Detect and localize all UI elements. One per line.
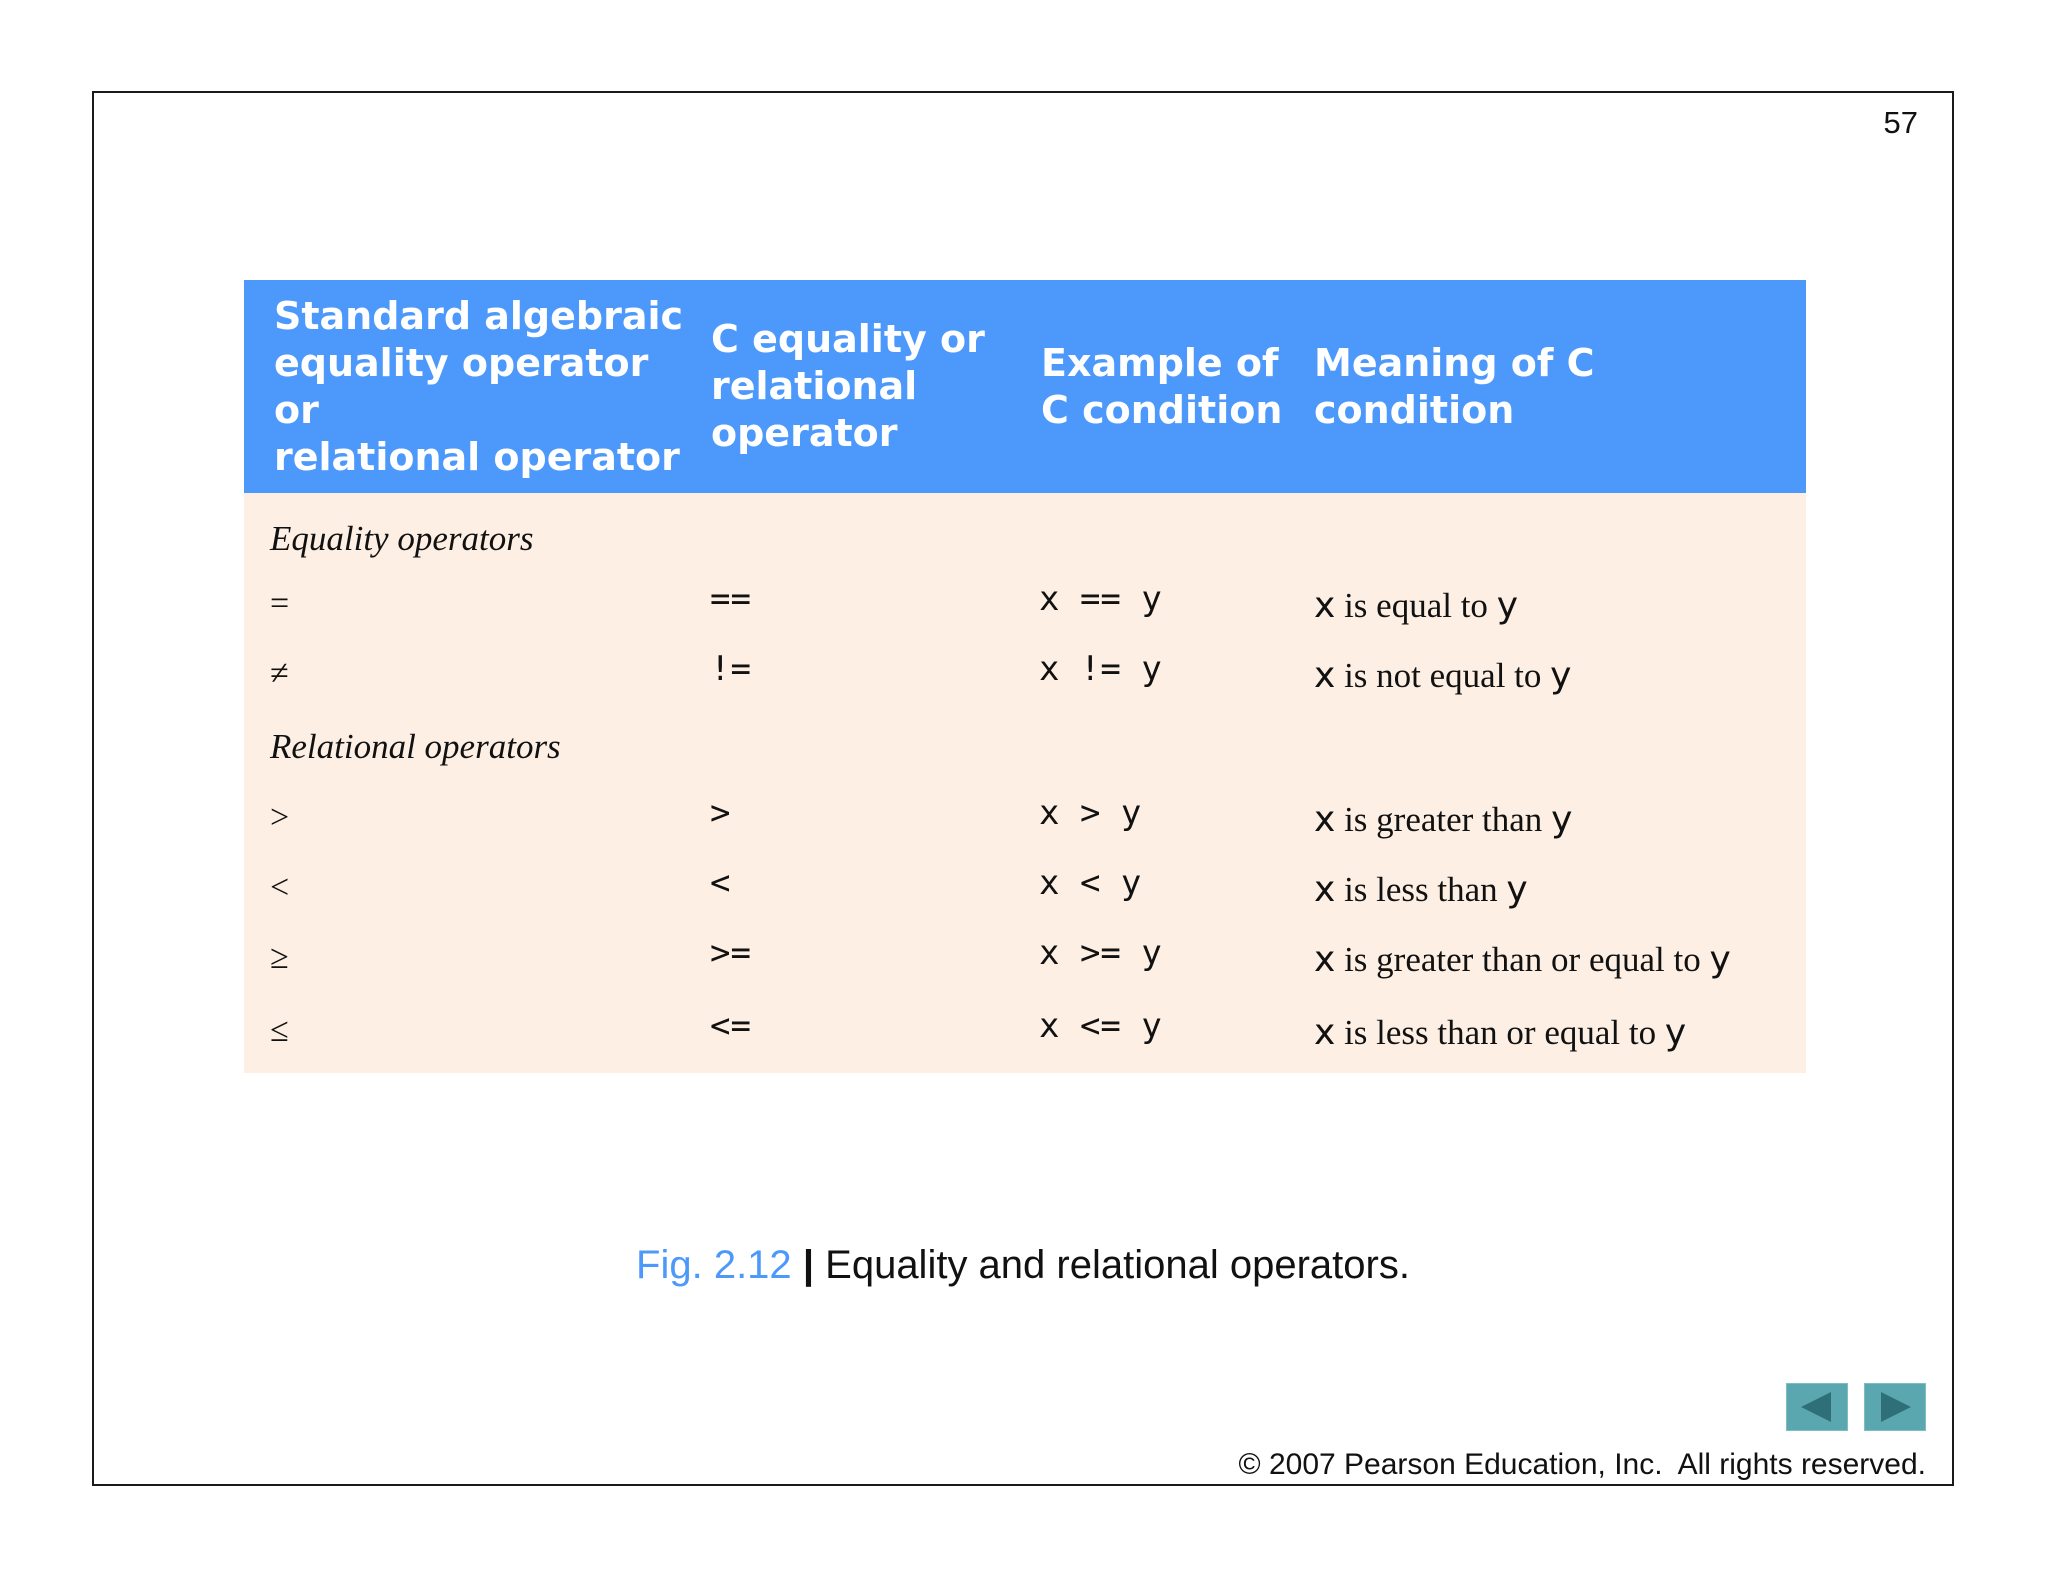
figure-caption: [94, 1243, 1952, 1288]
figure-number: Fig. 2.12: [636, 1243, 792, 1287]
caption-separator: |: [802, 1243, 815, 1287]
section-relational-label: Relational operators: [270, 727, 561, 766]
page-number: 57: [1883, 105, 1918, 140]
table-row: [244, 1006, 1806, 1072]
triangle-right-icon: [1865, 1384, 1925, 1430]
header-example: [1041, 280, 1301, 493]
meaning-text: is less than or equal to: [1335, 1013, 1665, 1052]
table-header: [244, 280, 1806, 493]
table-row: [244, 933, 1806, 999]
example-condition: x == y: [1039, 579, 1162, 619]
meaning: [1314, 799, 1572, 840]
meaning-text: is greater than: [1335, 800, 1552, 839]
algebraic-operator: ≤: [270, 1012, 289, 1049]
operators-table: [244, 280, 1806, 1073]
header-algebraic-label: Standard algebraic equality operator or relational operator: [274, 293, 684, 479]
algebraic-operator: <: [270, 869, 290, 906]
c-operator: !=: [710, 649, 751, 689]
section-equality-label: Equality operators: [270, 519, 534, 558]
meaning: [1314, 655, 1571, 696]
caption-text: Equality and relational operators.: [825, 1243, 1410, 1287]
header-c-operator: [711, 280, 1031, 493]
next-slide-button[interactable]: [1864, 1383, 1926, 1431]
header-meaning-label: Meaning of C condition: [1314, 340, 1595, 432]
header-example-label: Example of C condition: [1041, 340, 1283, 432]
c-operator: ==: [710, 579, 751, 619]
meaning-x: x: [1314, 585, 1336, 626]
meaning-x: x: [1314, 655, 1336, 696]
meaning-y: y: [1550, 655, 1572, 696]
c-operator: >=: [710, 933, 751, 973]
table-row: [244, 579, 1806, 645]
meaning-text: is equal to: [1335, 586, 1497, 625]
header-c-operator-label: C equality or relational operator: [711, 317, 985, 455]
header-meaning: [1314, 280, 1794, 493]
example-condition: x > y: [1039, 793, 1142, 833]
example-condition: x <= y: [1039, 1006, 1162, 1046]
meaning-x: x: [1314, 939, 1336, 980]
meaning-y: y: [1506, 869, 1528, 910]
algebraic-operator: >: [270, 799, 290, 836]
meaning: [1314, 585, 1518, 626]
meaning-y: y: [1551, 799, 1573, 840]
meaning-x: x: [1314, 1012, 1336, 1053]
meaning-text: is less than: [1335, 870, 1507, 909]
meaning-text: is greater than or equal to: [1335, 940, 1710, 979]
algebraic-operator: ≥: [270, 939, 289, 976]
meaning-text: is not equal to: [1335, 656, 1551, 695]
previous-slide-button[interactable]: [1786, 1383, 1848, 1431]
table-row: [244, 863, 1806, 929]
meaning-x: x: [1314, 869, 1336, 910]
example-condition: x < y: [1039, 863, 1142, 903]
copyright-notice: © 2007 Pearson Education, Inc. All rights reserved.: [1238, 1448, 1926, 1481]
c-operator: <: [710, 863, 731, 903]
meaning: [1314, 869, 1528, 910]
meaning: [1314, 1012, 1686, 1053]
header-algebraic: [274, 280, 694, 493]
c-operator: <=: [710, 1006, 751, 1046]
example-condition: x != y: [1039, 649, 1162, 689]
meaning: [1314, 939, 1731, 980]
triangle-left-icon: [1787, 1384, 1847, 1430]
meaning-y: y: [1664, 1012, 1687, 1053]
slide: [92, 91, 1954, 1486]
table-row: [244, 793, 1806, 859]
meaning-y: y: [1496, 585, 1518, 626]
c-operator: >: [710, 793, 731, 833]
algebraic-operator: =: [270, 585, 290, 622]
meaning-y: y: [1709, 939, 1731, 980]
table-body: [244, 493, 1806, 1073]
algebraic-operator: ≠: [270, 655, 289, 692]
example-condition: x >= y: [1039, 933, 1162, 973]
table-row: [244, 649, 1806, 715]
meaning-x: x: [1314, 799, 1336, 840]
